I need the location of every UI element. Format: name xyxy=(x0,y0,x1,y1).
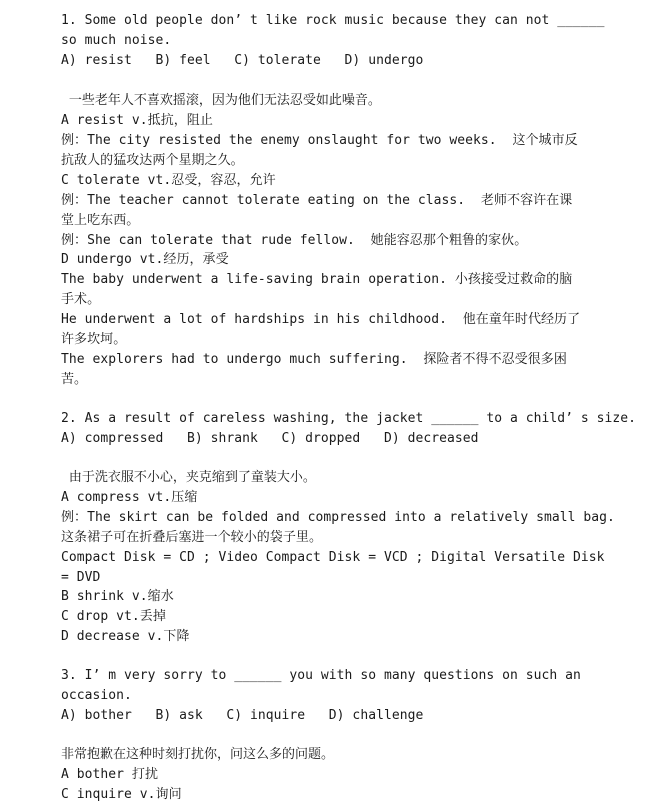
question-3-stem-cont: occasion. xyxy=(61,688,132,703)
question-3-stem: 3. I’ m very sorry to ______ you with so many questions on such an xyxy=(61,668,581,683)
example-undergo-1: The baby underwent a life-saving brain operation. 小孩接受过救命的脑 xyxy=(61,272,573,287)
example-resist-cont: 抗敌人的猛攻达两个星期之久。 xyxy=(61,153,244,168)
question-2-options: A) compressed B) shrank C) dropped D) decreased xyxy=(61,431,479,446)
vocab-resist: A resist v.抵抗，阻止 xyxy=(61,113,213,128)
example-undergo-3-cont: 苦。 xyxy=(61,372,88,387)
example-tolerate-2: 例：She can tolerate that rude fellow. 她能容忍那个粗鲁的家伙。 xyxy=(61,233,528,248)
vocab-bother: A bother 打扰 xyxy=(61,767,158,782)
note-disk-acronyms-cont: = DVD xyxy=(61,570,101,585)
example-undergo-3: The explorers had to undergo much suffering. 探险者不得不忍受很多困 xyxy=(61,352,567,367)
example-compress: 例：The skirt can be folded and compressed into a relatively small bag. xyxy=(61,510,615,525)
question-3-options: A) bother B) ask C) inquire D) challenge xyxy=(61,708,424,723)
question-1-stem: 1. Some old people don’ t like rock music because they can not ______ xyxy=(61,13,605,28)
question-3-translation: 非常抱歉在这种时刻打扰你，问这么多的问题。 xyxy=(61,747,335,762)
question-2-translation: 由于洗衣服不小心，夹克缩到了童装大小。 xyxy=(61,470,316,485)
example-undergo-2-cont: 许多坎坷。 xyxy=(61,332,127,347)
example-resist: 例：The city resisted the enemy onslaught for two weeks. 这个城市反 xyxy=(61,133,578,148)
example-undergo-1-cont: 手术。 xyxy=(61,292,101,307)
vocab-tolerate: C tolerate vt.忍受，容忍，允许 xyxy=(61,173,276,188)
example-tolerate-1-cont: 堂上吃东西。 xyxy=(61,213,140,228)
question-2-stem: 2. As a result of careless washing, the jacket ______ to a child’ s size. xyxy=(61,411,636,426)
note-disk-acronyms: Compact Disk = CD ; Video Compact Disk = VCD ; Digital Versatile Disk xyxy=(61,550,605,565)
example-compress-cont: 这条裙子可在折叠后塞进一个较小的袋子里。 xyxy=(61,530,323,545)
example-undergo-2: He underwent a lot of hardships in his childhood. 他在童年时代经历了 xyxy=(61,312,581,327)
example-tolerate-1: 例：The teacher cannot tolerate eating on the class. 老师不容许在课 xyxy=(61,193,573,208)
vocab-shrink: B shrink v.缩水 xyxy=(61,589,174,604)
question-1-options: A) resist B) feel C) tolerate D) undergo xyxy=(61,53,424,68)
question-1-stem-cont: so much noise. xyxy=(61,33,172,48)
vocab-undergo: D undergo vt.经历，承受 xyxy=(61,252,229,267)
question-1-translation: 一些老年人不喜欢摇滚，因为他们无法忍受如此噪音。 xyxy=(61,93,381,108)
vocab-decrease: D decrease v.下降 xyxy=(61,629,190,644)
vocab-drop: C drop vt.丢掉 xyxy=(61,609,166,624)
vocab-compress: A compress vt.压缩 xyxy=(61,490,198,505)
vocab-inquire: C inquire v.询问 xyxy=(61,787,182,802)
